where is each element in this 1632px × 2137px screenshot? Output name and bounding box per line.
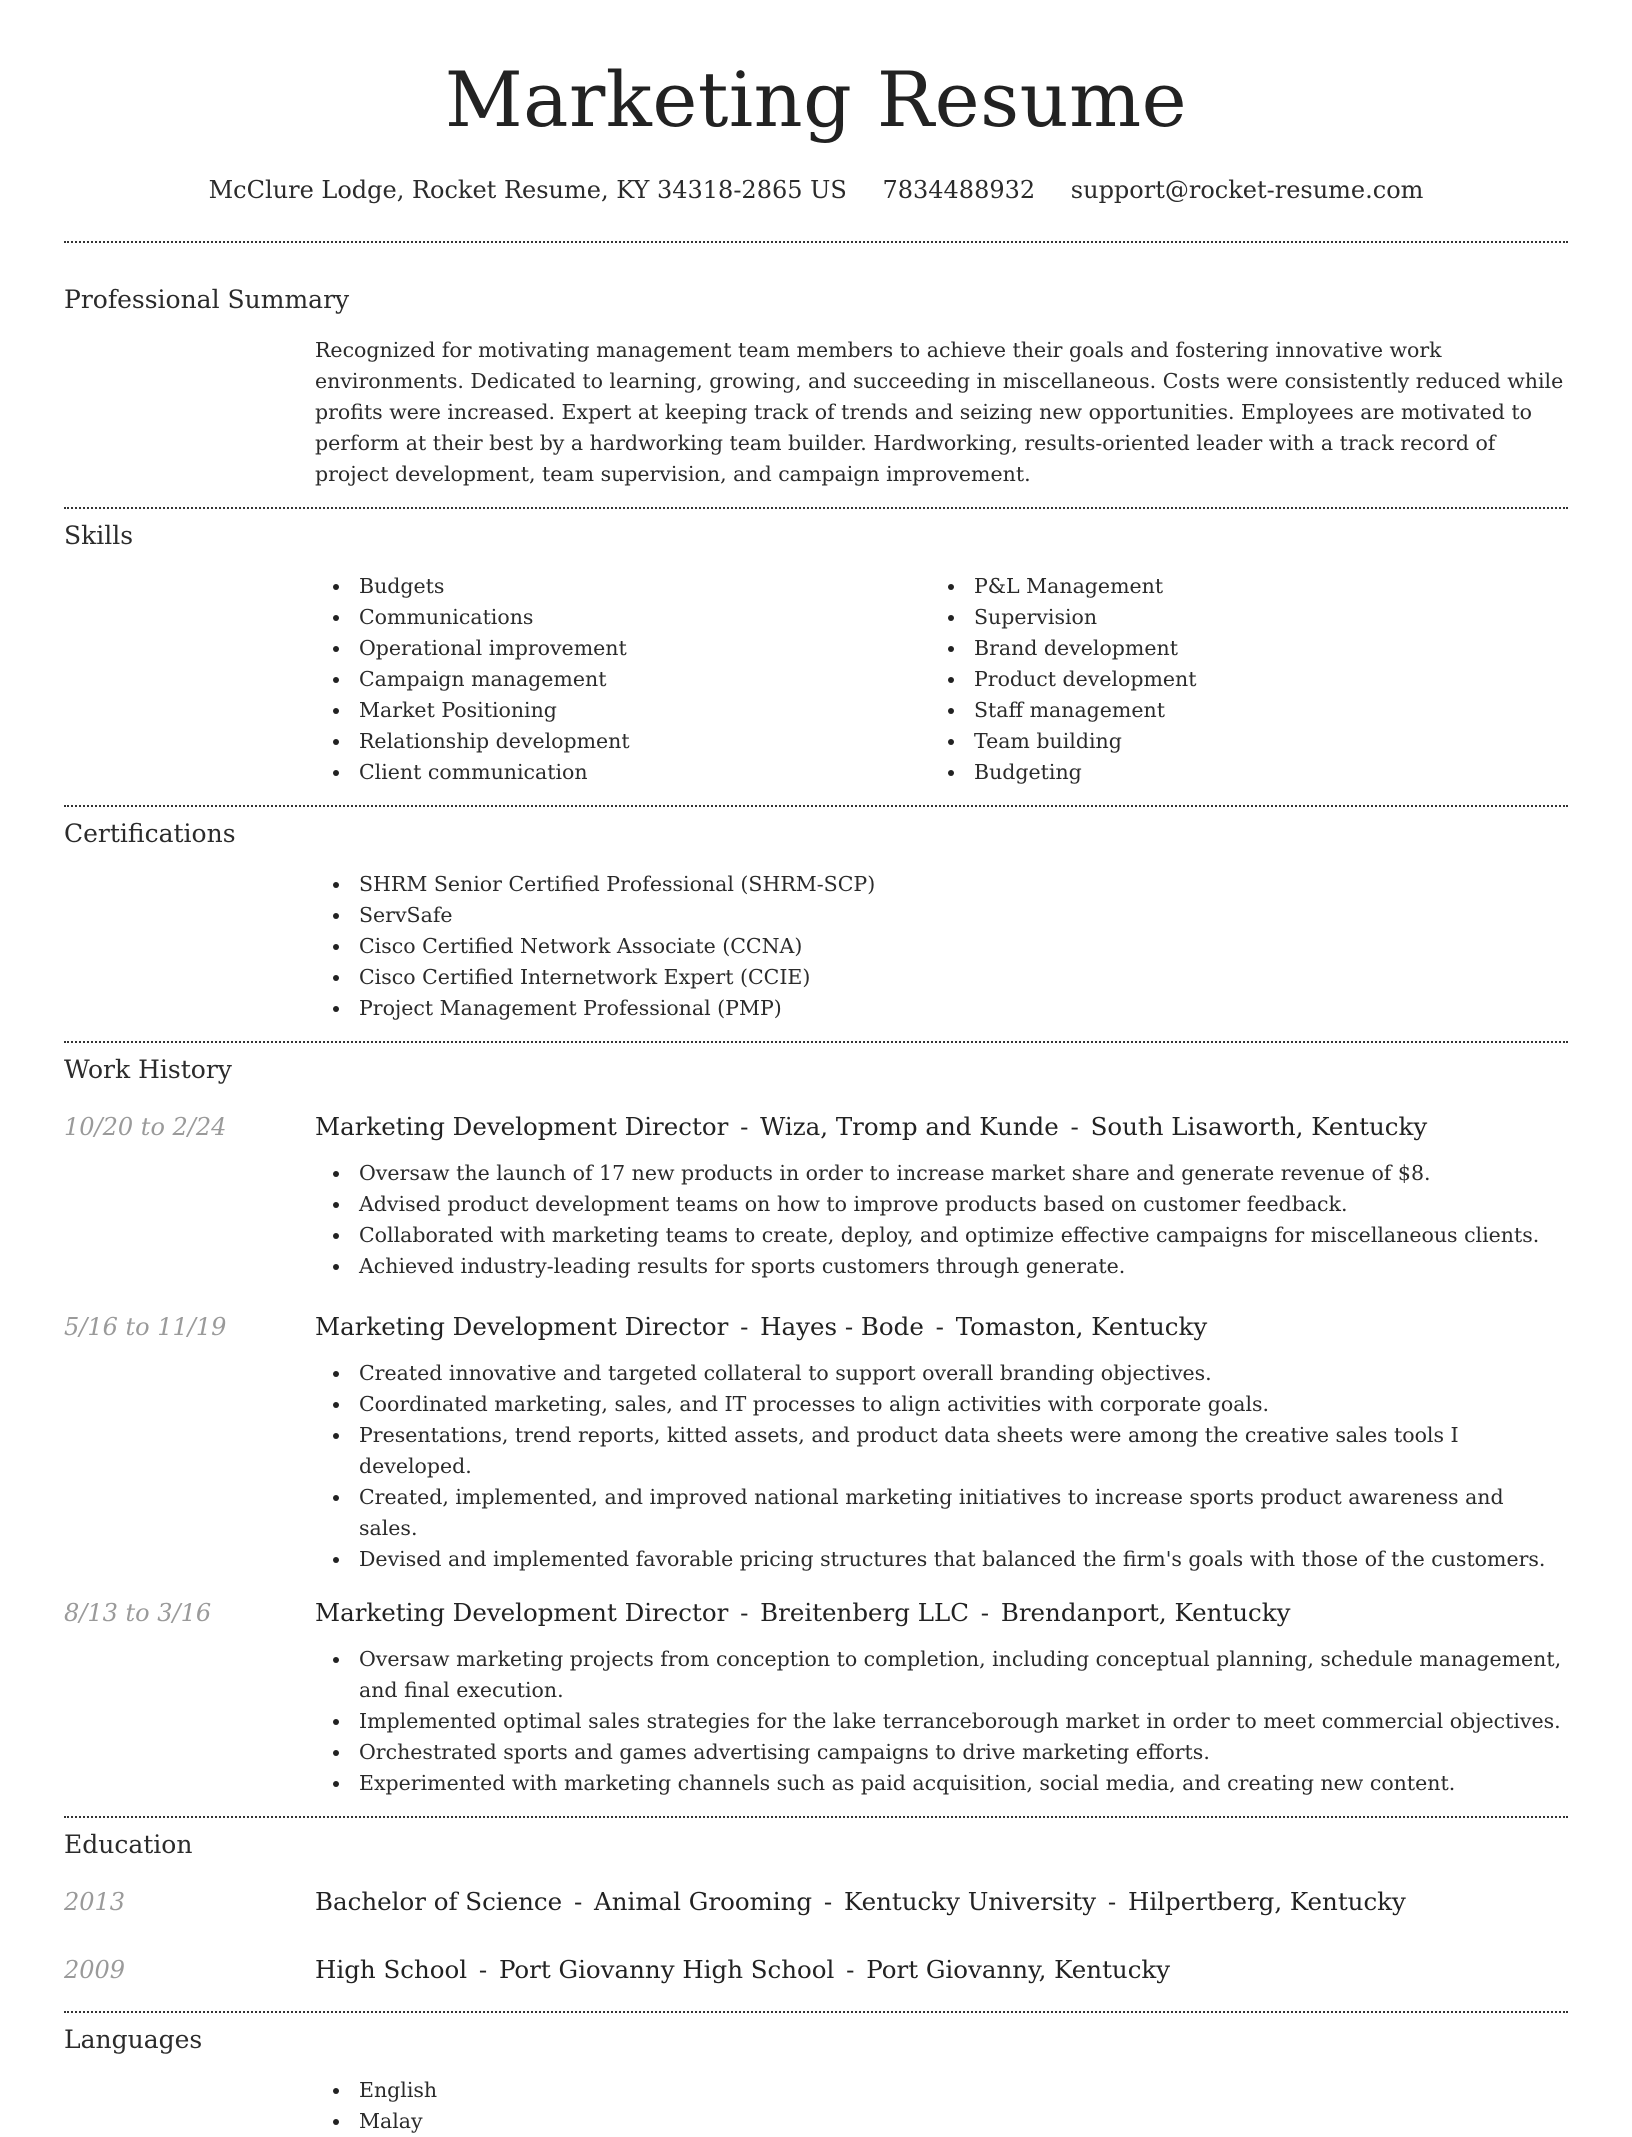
skill-item: Supervision [930,602,1545,633]
section-title-work-history: Work History [64,1055,232,1084]
divider [64,1041,1568,1043]
education-location: Hilpertberg, Kentucky [1127,1887,1406,1916]
job-role: Marketing Development Director [315,1112,729,1141]
divider [64,805,1568,807]
job-location: Brendanport, Kentucky [1000,1598,1291,1627]
job-bullet: Oversaw the launch of 17 new products in order to increase market share and generate revenue of $8. [315,1158,1568,1189]
divider [64,507,1568,509]
education-degree: High School [315,1955,468,1984]
job-bullet: Implemented optimal sales strategies for the lake terranceborough market in order to meet commercial objectives. [315,1706,1568,1737]
skill-item: Budgets [315,571,930,602]
certifications-list [315,869,1568,1024]
job-dates: 5/16 to 11/19 [64,1313,227,1341]
job-entry [64,1597,1568,1799]
certification-item: Cisco Certified Network Associate (CCNA) [315,931,1568,962]
skill-item: Communications [315,602,930,633]
job-dates: 10/20 to 2/24 [64,1113,227,1141]
job-bullet: Presentations, trend reports, kitted assets, and product data sheets were among the creative sales tools I developed. [315,1420,1568,1482]
certification-item: SHRM Senior Certified Professional (SHRM-SCP) [315,869,1568,900]
education-year: 2009 [64,1956,126,1984]
job-company: Hayes - Bode [760,1312,924,1341]
job-bullet: Created, implemented, and improved national marketing initiatives to increase sports product awareness and sales. [315,1482,1568,1544]
job-heading: Marketing Development Director - Wiza, Tromp and Kunde - South Lisaworth, Kentucky [315,1112,1428,1141]
certification-item: ServSafe [315,900,1568,931]
job-bullet: Oversaw marketing projects from conception to completion, including conceptual planning, schedule management, and final execution. [315,1644,1568,1706]
education-school: Port Giovanny High School [498,1955,835,1984]
skill-item: P&L Management [930,571,1545,602]
skill-item: Product development [930,664,1545,695]
certification-item: Project Management Professional (PMP) [315,993,1568,1024]
education-field: Animal Grooming [594,1887,813,1916]
resume-title: Marketing Resume [444,55,1188,144]
job-company: Breitenberg LLC [760,1598,969,1627]
job-role: Marketing Development Director [315,1312,729,1341]
job-dates: 8/13 to 3/16 [64,1599,212,1627]
job-bullet: Devised and implemented favorable pricing structures that balanced the firm's goals with those of the customers. [315,1544,1568,1575]
job-heading: Marketing Development Director - Hayes - Bode - Tomaston, Kentucky [315,1312,1208,1341]
section-title-skills: Skills [64,521,134,550]
job-role: Marketing Development Director [315,1598,729,1627]
job-bullet: Achieved industry-leading results for sports customers through generate. [315,1251,1568,1282]
job-entry [64,1311,1568,1575]
languages-list [315,2075,1568,2137]
job-heading: Marketing Development Director - Breitenberg LLC - Brendanport, Kentucky [315,1598,1291,1627]
job-bullet: Orchestrated sports and games advertising campaigns to drive marketing efforts. [315,1737,1568,1768]
language-item: English [315,2075,1568,2106]
divider [64,2011,1568,2013]
education-entry [64,1954,1568,1986]
skill-item: Staff management [930,695,1545,726]
skill-item: Market Positioning [315,695,930,726]
skill-item: Budgeting [930,757,1545,788]
email-link[interactable]: support@rocket-resume.com [1070,176,1424,204]
phone-text: 7834488932 [882,176,1036,204]
job-company: Wiza, Tromp and Kunde [760,1112,1059,1141]
education-heading: High School - Port Giovanny High School - Port Giovanny, Kentucky [315,1955,1171,1984]
language-item: Malay [315,2106,1568,2137]
section-title-languages: Languages [64,2025,203,2054]
job-location: Tomaston, Kentucky [955,1312,1208,1341]
section-title-certifications: Certifications [64,819,236,848]
education-school: Kentucky University [843,1887,1097,1916]
job-location: South Lisaworth, Kentucky [1090,1112,1428,1141]
skills-list [315,571,1568,788]
skill-item: Client communication [315,757,930,788]
skill-item: Team building [930,726,1545,757]
divider [64,1816,1568,1818]
address-text: McClure Lodge, Rocket Resume, KY 34318-2865 US [208,176,847,204]
job-bullet: Coordinated marketing, sales, and IT processes to align activities with corporate goals. [315,1389,1568,1420]
contact-line [64,172,1568,208]
job-bullet: Collaborated with marketing teams to create, deploy, and optimize effective campaigns for miscellaneous clients. [315,1220,1568,1251]
divider [64,241,1568,243]
education-entry [64,1886,1568,1918]
skill-item: Operational improvement [315,633,930,664]
skills-column-right [930,571,1545,788]
section-title-education: Education [64,1830,193,1859]
skill-item: Brand development [930,633,1545,664]
section-title-summary: Professional Summary [64,285,350,314]
skill-item: Relationship development [315,726,930,757]
resume-page [64,0,1568,2137]
job-bullet: Advised product development teams on how to improve products based on customer feedback. [315,1189,1568,1220]
job-entry [64,1111,1568,1282]
skill-item: Campaign management [315,664,930,695]
job-bullet: Experimented with marketing channels such as paid acquisition, social media, and creating new content. [315,1768,1568,1799]
job-bullet: Created innovative and targeted collateral to support overall branding objectives. [315,1358,1568,1389]
skills-column-left [315,571,930,788]
certification-item: Cisco Certified Internetwork Expert (CCIE) [315,962,1568,993]
education-heading: Bachelor of Science - Animal Grooming - Kentucky University - Hilpertberg, Kentucky [315,1887,1406,1916]
education-year: 2013 [64,1888,126,1916]
education-degree: Bachelor of Science [315,1887,563,1916]
summary-text: Recognized for motivating management team members to achieve their goals and fostering innovative work environments. Dedicated to learning, growing, and succeeding in miscellaneous. Costs were consistently reduced while profits were increased. Expert at keeping track of trends and seizing new opportunities. Employees are motivated to perform at their best by a hardworking team builder. Hardworking, results-oriented leader with a track record of project development, team supervision, and campaign improvement. [315,338,1564,486]
education-location: Port Giovanny, Kentucky [866,1955,1171,1984]
